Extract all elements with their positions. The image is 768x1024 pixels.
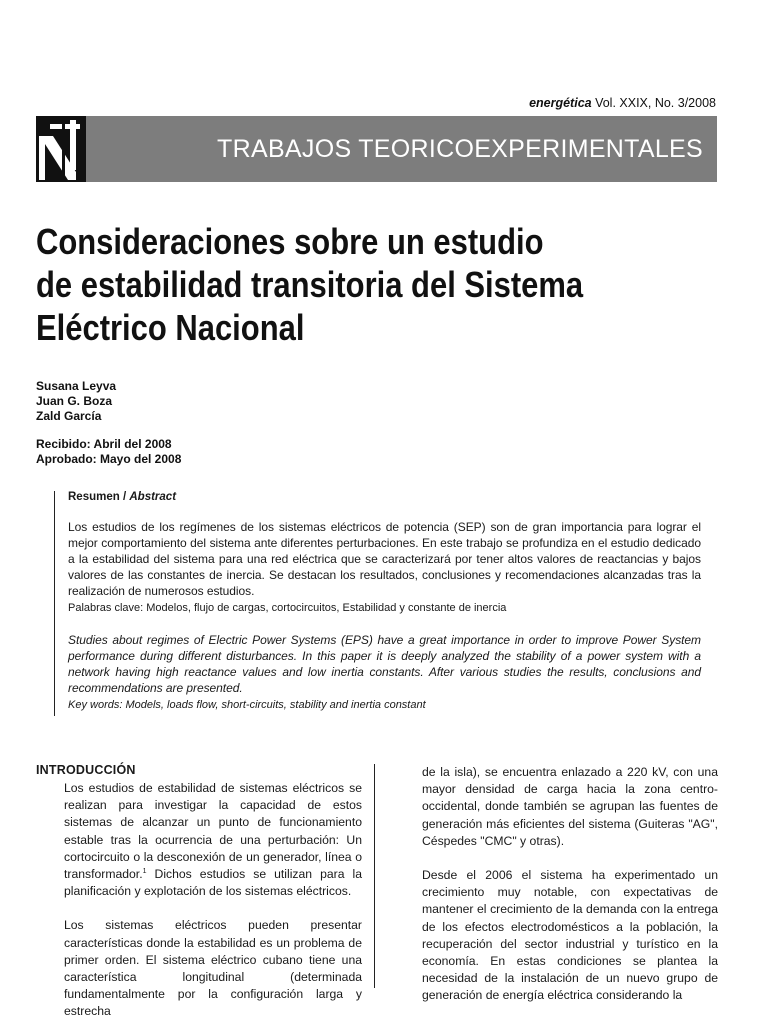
section-banner bbox=[86, 116, 717, 182]
abstract-spanish: Los estudios de los regímenes de los sistemas eléctricos de potencia (SEP) son de gran importancia para lograr el mejor comportamiento del sistema ante diferentes perturbaciones. En este trabajo se profundiza en el estudio dedicado a la estabilidad del sistema para una red eléctrica que se caracterizará por tener altos valores de reactancias y bajos valores de las constantes de inercia. Se destacan los resultados, conclusiones y recomendaciones alcanzadas tras la realización de numerosos estudios. bbox=[68, 520, 701, 598]
author: Zald García bbox=[36, 409, 102, 423]
journal-reference bbox=[529, 96, 716, 110]
abstract-heading bbox=[68, 491, 701, 503]
journal-logo-icon bbox=[36, 116, 86, 182]
article-dates bbox=[36, 437, 181, 467]
body-column-right bbox=[422, 764, 718, 1005]
article-title bbox=[36, 220, 629, 349]
author: Juan G. Boza bbox=[36, 394, 113, 408]
abstract-english: Studies about regimes of Electric Power Systems (EPS) have a great importance in order to improve Power System performance during different disturbances. In this paper it is deeply analyzed the stability of a power system with a network having high reactance values and low inertia constants. After various studies the results, conclusions and recommendations are presented. bbox=[68, 633, 701, 695]
section-heading-introduccion: INTRODUCCIÓN bbox=[36, 763, 136, 777]
abstract-heading-es: Resumen / bbox=[68, 491, 127, 503]
author-list bbox=[36, 379, 116, 424]
approved-date: Aprobado: Mayo del 2008 bbox=[36, 452, 182, 466]
keywords-spanish: Palabras clave: Modelos, flujo de cargas, cortocircuitos, Estabilidad y constante de inercia bbox=[68, 602, 507, 614]
journal-name: energética bbox=[529, 96, 592, 110]
footnote-ref[interactable]: 1 bbox=[142, 867, 147, 875]
received-date: Recibido: Abril del 2008 bbox=[36, 437, 172, 451]
section-title: TRABAJOS TEORICOEXPERIMENTALES bbox=[217, 135, 703, 163]
paragraph-text: Los estudios de estabilidad de sistemas eléctricos se realizan para investigar la capacidad de estos sistemas de alcanzar un punto de funcionamiento estable tras la ocurrencia de una perturbación: Un cortocircuito o la desconexión de un generador, línea o transformador. bbox=[64, 781, 362, 882]
abstract-heading-en: Abstract bbox=[129, 491, 177, 503]
body-paragraph: de la isla), se encuentra enlazado a 220 kV, con una mayor densidad de carga hacia la zona centro-occidental, donde también se agrupan las fuentes de generación más eficientes del sistema (Guiteras "AG", Céspedes "CMC" y otras). bbox=[422, 765, 718, 848]
body-column-left bbox=[64, 780, 362, 1021]
title-line: de estabilidad transitoria del Sistema bbox=[36, 264, 584, 305]
title-line: Consideraciones sobre un estudio bbox=[36, 221, 544, 262]
paragraph-text: Dichos estudios se utilizan para la planificación y explotación de los sistemas eléctricos. bbox=[64, 867, 362, 899]
column-divider bbox=[374, 764, 375, 988]
body-paragraph: Desde el 2006 el sistema ha experimentado un crecimiento muy notable, con expectativas de mantener el crecimiento de la demanda con la entrega de los efectos electrodomésticos a la población, la recuperación del sector industrial y turístico en la economía. En estas condiciones se plantea la necesidad de la instalación de un nuevo grupo de generación de energía eléctrica considerando la bbox=[422, 868, 718, 1003]
keywords-english: Key words: Models, loads flow, short-circuits, stability and inertia constant bbox=[68, 699, 426, 711]
body-paragraph bbox=[64, 780, 362, 900]
journal-issue: Vol. XXIX, No. 3/2008 bbox=[595, 96, 716, 110]
body-paragraph: Los sistemas eléctricos pueden presentar características donde la estabilidad es un problema de primer orden. El sistema eléctrico cubano tiene una característica longitudinal (determinada fundamentalmente por la configuración larga y estrecha bbox=[64, 918, 362, 1019]
title-line: Eléctrico Nacional bbox=[36, 307, 305, 348]
abstract-block bbox=[54, 491, 717, 716]
author: Susana Leyva bbox=[36, 379, 117, 393]
logo-graphic bbox=[36, 116, 86, 182]
